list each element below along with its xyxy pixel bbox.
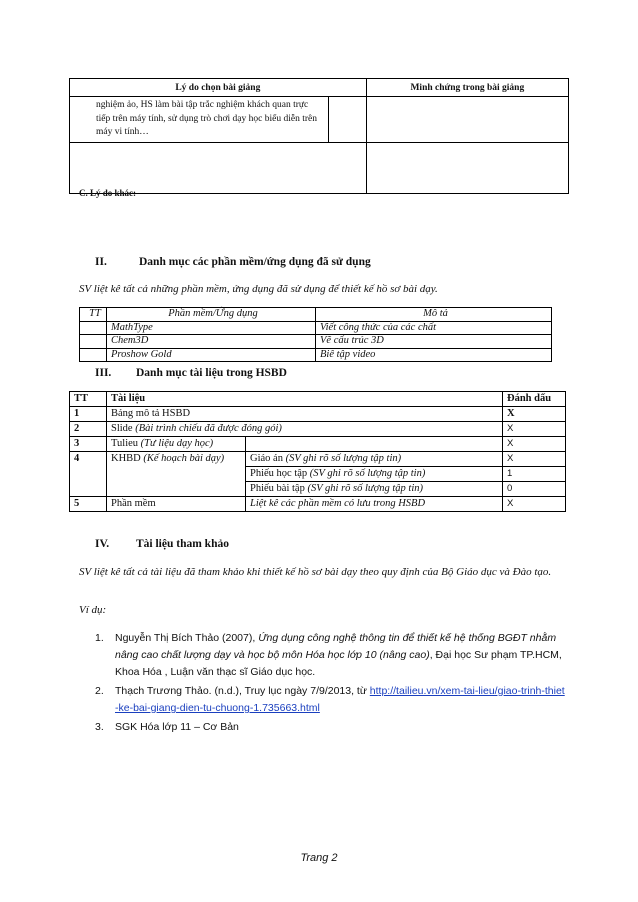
doc-sub-note: (SV ghi rõ số lượng tập tin): [309, 468, 426, 479]
ref-number: 3.: [95, 721, 104, 733]
software-header-tt: TT: [80, 308, 107, 322]
list-item: [95, 683, 565, 717]
doc-name: [107, 422, 503, 437]
doc-name: Phần mềm: [107, 497, 246, 512]
software-tt: [80, 348, 107, 362]
doc-sub-text: Giáo án: [250, 453, 283, 464]
doc-name-note: (Kế hoạch bài dạy): [143, 453, 225, 464]
section-3-heading: [95, 367, 555, 383]
doc-tt: 5: [70, 497, 107, 512]
section-2-description: SV liệt kê tất cả những phần mềm, ứng dụng đã sử dụng để thiết kế hồ sơ bài dạy.: [79, 283, 438, 295]
section-2-title: Danh mục các phần mềm/ứng dụng đã sử dụng: [139, 256, 371, 268]
list-item: [95, 719, 565, 736]
software-tt: [80, 321, 107, 335]
software-name: MathType: [107, 321, 316, 335]
doc-mark: X: [503, 422, 566, 437]
doc-sub-note: (SV ghi rõ số lượng tập tin): [285, 453, 402, 464]
doc-tt: 2: [70, 422, 107, 437]
software-header-desc: Mô tả: [316, 308, 552, 322]
ref-number: 2.: [95, 685, 104, 697]
doc-tt: 1: [70, 407, 107, 422]
software-desc: Vẽ cấu trúc 3D: [316, 335, 552, 349]
doc-sub: [246, 452, 503, 467]
doc-sub-text: Phiếu bài tập: [250, 483, 305, 494]
software-table: [79, 307, 552, 362]
doc-name: [107, 452, 246, 497]
doc-sub-text: Phiếu học tập: [250, 468, 308, 479]
ref-number: 1.: [95, 632, 104, 644]
doc-sub-empty: [246, 437, 503, 452]
software-header-name: Phần mềm/Ứng dụng: [107, 308, 316, 322]
blank-cell: [329, 97, 367, 143]
section-4-heading: [95, 538, 555, 554]
doc-tt: 4: [70, 452, 107, 497]
software-desc: Biê tập video: [316, 348, 552, 362]
doc-header-tt: TT: [70, 392, 107, 407]
doc-name-note: (Tư liệu dạy học): [140, 438, 214, 449]
software-name: Proshow Gold: [107, 348, 316, 362]
page-number: Trang 2: [300, 852, 338, 864]
ref-author: Thạch Trương Thảo. (n.d.), Truy lục ngày 7/9/2013, từ: [115, 685, 370, 697]
doc-sub-note: Liệt kê các phần mềm có lưu trong HSBD: [246, 497, 503, 512]
doc-mark: X: [503, 407, 566, 422]
table-row: [70, 452, 566, 467]
section-2-heading: [95, 256, 555, 272]
ref-publisher: , Đại học Sư phạm TP.HCM, Khoa Hóa , Luận văn thạc sĩ Giáo dục học.: [115, 649, 562, 678]
reason-header: Lý do chọn bài giảng: [70, 79, 367, 97]
software-tt: [80, 335, 107, 349]
reason-cell: nghiệm ảo, HS làm bài tập trắc nghiệm khách quan trực tiếp trên máy tính, sử dụng trò chơi dạy học biểu diễn trên máy vi tính…: [70, 97, 329, 143]
doc-name-note: (Bài trình chiếu đã được đóng gói): [135, 423, 282, 434]
ref-author: Nguyễn Thị Bích Thảo (2007),: [115, 632, 259, 644]
table-row: [70, 437, 566, 452]
section-3-title: Danh mục tài liệu trong HSBD: [136, 367, 287, 379]
table-row: [80, 335, 552, 349]
doc-tt: 3: [70, 437, 107, 452]
doc-sub-note: (SV ghi rõ số lượng tập tin): [307, 483, 424, 494]
example-label: Ví dụ:: [79, 604, 107, 616]
section-4-number: IV.: [95, 538, 110, 550]
doc-mark: X: [503, 452, 566, 467]
table-row: [70, 422, 566, 437]
doc-mark: X: [503, 437, 566, 452]
doc-mark: X: [503, 497, 566, 512]
doc-name-text: KHBD: [111, 453, 141, 464]
doc-name-text: Tulieu: [111, 438, 139, 449]
reason-table: [69, 78, 569, 194]
doc-name-text: Slide: [111, 423, 133, 434]
doc-name: [107, 437, 246, 452]
evidence-cell: [366, 97, 568, 143]
table-row: [80, 321, 552, 335]
section-3-number: III.: [95, 367, 112, 379]
evidence-cell-empty: [366, 142, 568, 193]
section-2-number: II.: [95, 256, 107, 268]
doc-name: Bảng mô tả HSBD: [107, 407, 503, 422]
evidence-header: Minh chứng trong bài giảng: [366, 79, 568, 97]
doc-header-mark: Đánh dấu: [503, 392, 566, 407]
software-name: Chem3D: [107, 335, 316, 349]
doc-mark: 1: [503, 467, 566, 482]
ref-text: SGK Hóa lớp 11 – Cơ Bản: [115, 721, 239, 733]
doc-sub: [246, 467, 503, 482]
software-desc: Viết công thức của các chất: [316, 321, 552, 335]
section-4-description: SV liệt kê tất cả tài liệu đã tham khảo khi thiết kế hồ sơ bài dạy theo quy định của Bộ Giáo dục và Đào tạo.: [79, 566, 552, 578]
table-row: [70, 497, 566, 512]
reason-cell-empty: [70, 142, 367, 193]
table-row: [80, 348, 552, 362]
table-row: [70, 407, 566, 422]
other-reasons-label: C. Lý do khác:: [79, 188, 137, 198]
reference-list: [95, 630, 565, 736]
doc-mark: 0: [503, 482, 566, 497]
list-item: [95, 630, 565, 681]
doc-header-name: Tài liệu: [107, 392, 503, 407]
doc-sub: [246, 482, 503, 497]
section-4-title: Tài liệu tham khảo: [136, 538, 229, 550]
document-table: [69, 391, 566, 512]
ref-title: Ứng dụng công nghệ thông tin để thiết kế hệ thống BGĐT nhằm nâng cao chất lượng dạy và học bộ môn Hóa học lớp 10 (nâng cao): [115, 632, 557, 661]
ref-link[interactable]: http://tailieu.vn/xem-tai-lieu/giao-trinh-thiet-ke-bai-giang-dien-tu-chuong-1.735663.html: [115, 685, 565, 714]
